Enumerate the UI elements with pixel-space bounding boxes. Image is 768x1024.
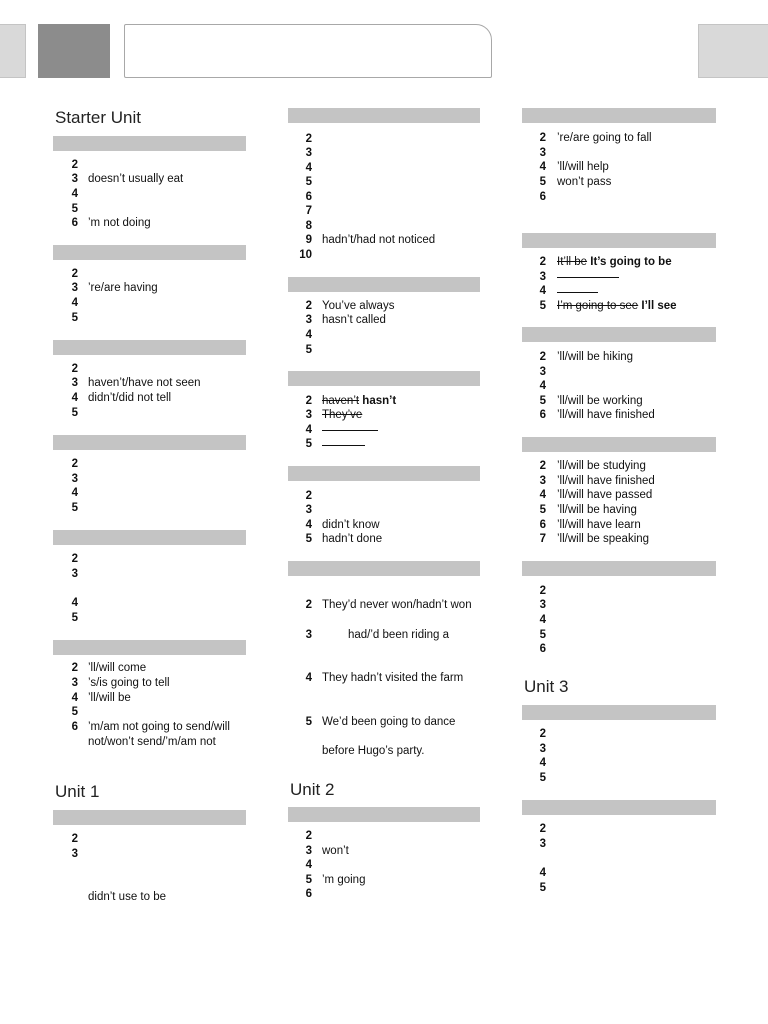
- item-number: 2: [71, 458, 78, 470]
- answer-text: They hadn’t visited the farm: [322, 672, 464, 684]
- answer-text: ’ll/will be speaking: [557, 533, 650, 545]
- section-bar: [288, 108, 480, 123]
- item-number: 2: [71, 363, 78, 375]
- answer-text: ’re/are going to fall: [557, 132, 652, 144]
- answer-text: ’ll/will help: [557, 161, 609, 173]
- item-number: 5: [539, 395, 546, 407]
- item-number: 6: [539, 643, 546, 655]
- answer-blank-line: [322, 430, 378, 431]
- item-number: 5: [71, 502, 78, 514]
- answer-text: didn’t know: [322, 519, 380, 531]
- answer-text: ’ll/will be hiking: [557, 351, 634, 363]
- item-number: 5: [539, 882, 546, 894]
- item-number: 4: [539, 380, 546, 392]
- item-number: 4: [305, 672, 312, 684]
- item-number: 6: [71, 217, 78, 229]
- section-bar: [522, 437, 716, 452]
- item-number: 4: [305, 424, 312, 436]
- answer-text: didn’t use to be: [88, 891, 167, 903]
- answer-text: won’t: [322, 845, 349, 857]
- item-number: 5: [539, 504, 546, 516]
- struck-text: I’m going to see: [557, 300, 639, 312]
- section-bar: [288, 466, 480, 481]
- answer-text: ’ll/will have learn: [557, 519, 641, 531]
- item-number: 2: [539, 728, 546, 740]
- item-number: 9: [305, 234, 312, 246]
- item-number: 3: [539, 366, 546, 378]
- item-number: 2: [71, 268, 78, 280]
- item-number: 2: [71, 833, 78, 845]
- answer-text: [557, 256, 672, 268]
- answer-text: ’ll/will be studying: [557, 460, 646, 472]
- item-number: 2: [305, 490, 312, 502]
- answer-text: ’m going: [322, 874, 366, 886]
- item-number: 2: [305, 133, 312, 145]
- item-number: 4: [71, 392, 78, 404]
- item-number: 4: [305, 329, 312, 341]
- heading-starter-unit: Starter Unit: [55, 108, 141, 127]
- struck-text: They’ve: [322, 409, 363, 421]
- item-number: 2: [539, 132, 546, 144]
- item-number: 8: [305, 220, 312, 232]
- answer-text: ’s/is going to tell: [88, 677, 170, 689]
- item-number: 3: [71, 473, 78, 485]
- item-number: 5: [71, 407, 78, 419]
- item-number: 6: [305, 888, 312, 900]
- item-number: 5: [305, 874, 312, 886]
- item-number: 5: [305, 533, 312, 545]
- corrected-text: It’s going to be: [590, 256, 672, 268]
- item-number: 4: [539, 867, 546, 879]
- answer-blank-line: [322, 445, 365, 446]
- section-bar: [288, 807, 480, 822]
- item-number: 6: [539, 409, 546, 421]
- page-title-box: [124, 24, 492, 78]
- answer-text: ’ll/will be: [88, 692, 131, 704]
- heading-unit-3: Unit 3: [524, 677, 569, 696]
- item-number: 4: [71, 188, 78, 200]
- item-number: 3: [305, 409, 312, 421]
- item-number: 4: [539, 614, 546, 626]
- answer-text: You’ve always: [322, 300, 395, 312]
- section-bar: [288, 277, 480, 292]
- item-number: 3: [539, 838, 546, 850]
- item-number: 3: [539, 599, 546, 611]
- answer-text: haven’t/have not seen: [88, 377, 201, 389]
- item-number: 10: [299, 249, 312, 261]
- item-number: 5: [539, 300, 546, 312]
- item-number: 3: [71, 568, 78, 580]
- section-bar: [522, 108, 716, 123]
- section-bar: [53, 530, 246, 545]
- section-bar: [53, 136, 246, 151]
- item-number: 4: [539, 285, 546, 297]
- section-bar: [53, 640, 246, 655]
- answer-text: ’ll/will have finished: [557, 409, 655, 421]
- item-number: 5: [305, 438, 312, 450]
- corrected-text: I’ll see: [641, 300, 677, 312]
- item-number: 3: [305, 314, 312, 326]
- answer-text: hasn’t called: [322, 314, 386, 326]
- item-number: 2: [539, 256, 546, 268]
- item-number: 4: [305, 859, 312, 871]
- item-number: 5: [71, 312, 78, 324]
- item-number: 6: [305, 191, 312, 203]
- item-number: 2: [305, 395, 312, 407]
- item-number: 3: [539, 271, 546, 283]
- item-number: 3: [305, 629, 312, 641]
- answer-text: ’ll/will have finished: [557, 475, 655, 487]
- answer-text: We’d been going to dance: [322, 716, 456, 728]
- item-number: 2: [305, 599, 312, 611]
- item-number: 4: [305, 162, 312, 174]
- item-number: 3: [71, 377, 78, 389]
- item-number: 3: [539, 743, 546, 755]
- struck-text: It’ll be: [557, 256, 588, 268]
- item-number: 4: [539, 757, 546, 769]
- right-page-tab: [698, 24, 768, 78]
- section-bar: [288, 561, 480, 576]
- item-number: 5: [305, 716, 312, 728]
- item-number: 3: [71, 173, 78, 185]
- section-bar: [53, 810, 246, 825]
- item-number: 2: [305, 300, 312, 312]
- item-number: 3: [305, 504, 312, 516]
- item-number: 5: [539, 772, 546, 784]
- item-number: 3: [305, 845, 312, 857]
- heading-unit-2: Unit 2: [290, 780, 335, 799]
- heading-unit-1: Unit 1: [55, 782, 100, 801]
- item-number: 6: [539, 191, 546, 203]
- section-bar: [53, 245, 246, 260]
- item-number: 5: [71, 706, 78, 718]
- item-number: 4: [71, 597, 78, 609]
- item-number: 5: [305, 344, 312, 356]
- answer-text: hadn’t done: [322, 533, 383, 545]
- item-number: 2: [539, 585, 546, 597]
- corrected-text: hasn’t: [362, 395, 397, 407]
- section-bar: [522, 561, 716, 576]
- item-number: 3: [539, 475, 546, 487]
- item-number: 4: [539, 161, 546, 173]
- answer-text: didn’t/did not tell: [88, 392, 172, 404]
- item-number: 5: [539, 176, 546, 188]
- answer-text: doesn’t usually eat: [88, 173, 184, 185]
- item-number: 4: [71, 487, 78, 499]
- section-bar: [522, 327, 716, 342]
- item-number: 5: [305, 176, 312, 188]
- answer-text: ’ll/will come: [88, 662, 147, 674]
- answer-blank-line: [557, 292, 598, 293]
- item-number: 2: [539, 823, 546, 835]
- section-bar: [288, 371, 480, 386]
- answer-text: ’m/am not going to send/will: [88, 721, 230, 733]
- section-bar: [522, 800, 716, 815]
- item-number: 5: [71, 612, 78, 624]
- item-number: 3: [71, 677, 78, 689]
- item-number: 2: [71, 553, 78, 565]
- answer-text: They’d never won/hadn’t won: [322, 599, 472, 611]
- answer-text: had/’d been riding a: [348, 629, 450, 641]
- left-page-tab: [0, 24, 26, 78]
- item-number: 2: [539, 351, 546, 363]
- item-number: 6: [539, 519, 546, 531]
- section-bar: [522, 705, 716, 720]
- item-number: 2: [71, 662, 78, 674]
- item-number: 4: [71, 692, 78, 704]
- answer-blank-line: [557, 277, 619, 278]
- item-number: 3: [71, 282, 78, 294]
- answer-text: ’ll/will be working: [557, 395, 643, 407]
- section-bar: [522, 233, 716, 248]
- unit-marker-tab: [38, 24, 110, 78]
- answer-text: ’ll/will be having: [557, 504, 637, 516]
- struck-text: haven’t: [322, 395, 360, 407]
- section-bar: [53, 435, 246, 450]
- section-bar: [53, 340, 246, 355]
- answer-text: ’ll/will have passed: [557, 489, 653, 501]
- item-number: 4: [539, 489, 546, 501]
- item-number: 4: [305, 519, 312, 531]
- item-number: 7: [539, 533, 546, 545]
- item-number: 3: [71, 848, 78, 860]
- answer-text: not/won’t send/’m/am not: [88, 736, 216, 748]
- answer-text: ’m not doing: [88, 217, 151, 229]
- answer-text: before Hugo’s party.: [322, 745, 425, 757]
- answer-text: hadn’t/had not noticed: [322, 234, 436, 246]
- answer-text: [322, 395, 396, 407]
- answer-text: ’re/are having: [88, 282, 158, 294]
- item-number: 2: [539, 460, 546, 472]
- item-number: 2: [305, 830, 312, 842]
- item-number: 7: [305, 205, 312, 217]
- item-number: 3: [305, 147, 312, 159]
- item-number: 5: [71, 203, 78, 215]
- answer-text: won’t pass: [557, 176, 612, 188]
- item-number: 5: [539, 629, 546, 641]
- item-number: 6: [71, 721, 78, 733]
- answer-text: [557, 300, 677, 312]
- item-number: 4: [71, 297, 78, 309]
- item-number: 2: [71, 159, 78, 171]
- item-number: 3: [539, 147, 546, 159]
